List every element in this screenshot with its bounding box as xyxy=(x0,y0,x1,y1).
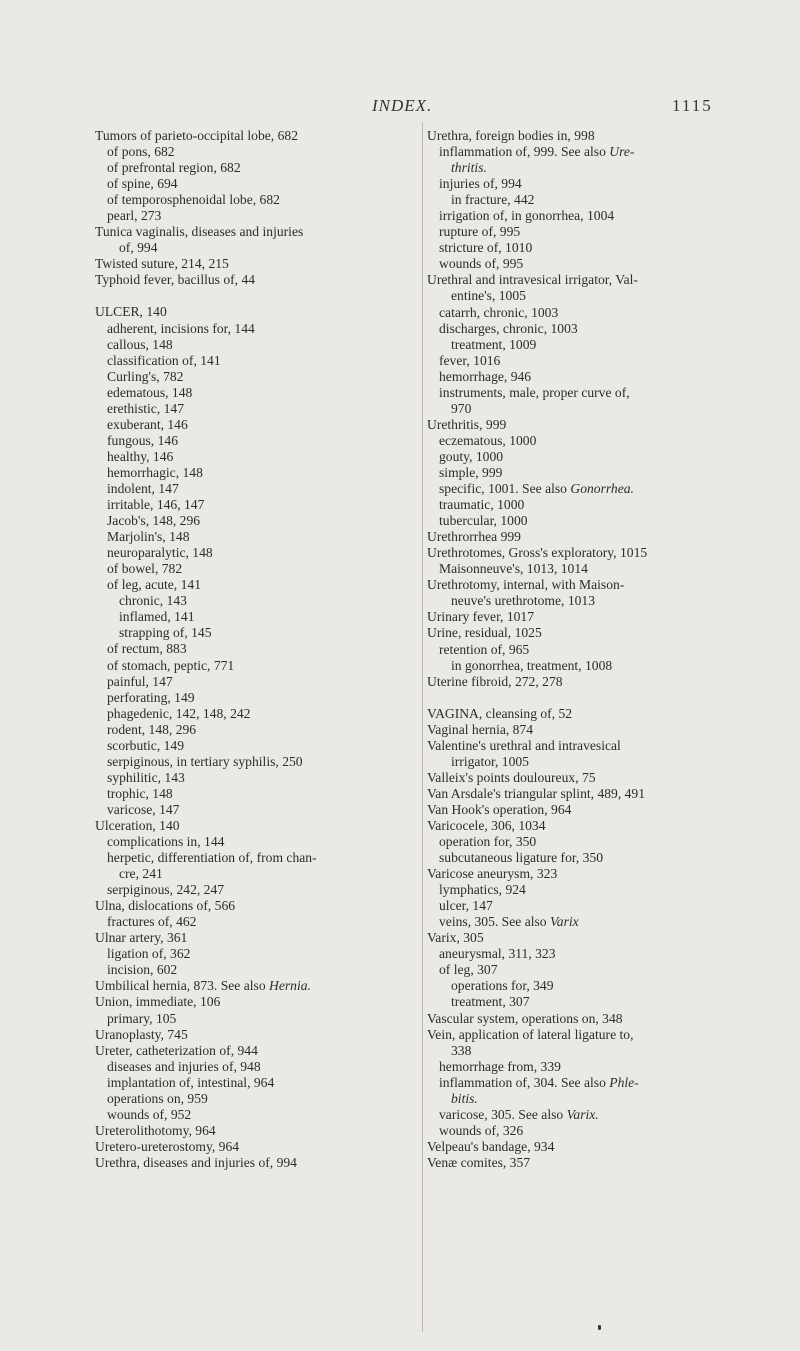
index-subentry: implantation of, intestinal, 964 xyxy=(107,1074,275,1090)
index-subentry: veins, 305. See also Varix xyxy=(439,914,579,930)
index-subentry: of bowel, 782 xyxy=(107,561,183,577)
index-subentry: entine's, 1005 xyxy=(451,288,526,304)
index-entry: Ureterolithotomy, 964 xyxy=(95,1122,216,1138)
index-subentry: varicose, 147 xyxy=(107,801,180,817)
index-subentry: edematous, 148 xyxy=(107,384,193,400)
index-entry: Urethra, foreign bodies in, 998 xyxy=(427,128,595,143)
index-subentry: specific, 1001. See also Gonorrhea. xyxy=(439,481,634,497)
index-subentry: hemorrhage from, 339 xyxy=(439,1058,561,1074)
index-subentry: wounds of, 326 xyxy=(439,1122,524,1138)
index-subentry: gouty, 1000 xyxy=(439,448,504,464)
index-entry: Urine, residual, 1025 xyxy=(427,625,542,641)
index-subentry: primary, 105 xyxy=(107,1010,177,1026)
index-entry: Varicose aneurysm, 323 xyxy=(427,866,558,882)
index-subentry: Maisonneuve's, 1013, 1014 xyxy=(439,561,588,577)
index-subentry: fever, 1016 xyxy=(439,352,501,368)
index-subentry: painful, 147 xyxy=(107,673,173,689)
index-subentry: irrigation of, in gonorrhea, 1004 xyxy=(439,208,615,224)
index-subentry: 970 xyxy=(451,400,472,416)
index-entry: Ulceration, 140 xyxy=(95,817,180,833)
index-subentry: scorbutic, 149 xyxy=(107,737,185,753)
index-subentry: rupture of, 995 xyxy=(439,224,521,240)
index-entry: Velpeau's bandage, 934 xyxy=(427,1138,555,1154)
index-subentry: operations on, 959 xyxy=(107,1090,208,1106)
page-mark xyxy=(598,1325,601,1330)
index-subentry: serpiginous, in tertiary syphilis, 250 xyxy=(107,753,303,769)
index-subentry: lymphatics, 924 xyxy=(439,882,526,898)
index-subentry: exuberant, 146 xyxy=(107,416,188,432)
index-subentry: hemorrhage, 946 xyxy=(439,368,532,384)
index-entry: Ureter, catheterization of, 944 xyxy=(95,1042,258,1058)
index-entry: Union, immediate, 106 xyxy=(95,994,221,1010)
index-entry: Tunica vaginalis, diseases and injuries xyxy=(95,224,304,240)
index-subentry: rodent, 148, 296 xyxy=(107,721,197,737)
index-entry: Urethrorrhea 999 xyxy=(427,529,521,545)
index-entry: Urethritis, 999 xyxy=(427,416,507,432)
index-entry: Ulna, dislocations of, 566 xyxy=(95,898,236,914)
index-subentry: in fracture, 442 xyxy=(451,192,535,208)
index-subentry: adherent, incisions for, 144 xyxy=(107,320,255,336)
index-subentry: operation for, 350 xyxy=(439,834,537,850)
index-entry: Urethral and intravesical irrigator, Val- xyxy=(427,272,638,288)
page-header xyxy=(0,96,800,122)
index-subentry: tubercular, 1000 xyxy=(439,513,528,529)
section-gap xyxy=(95,288,423,304)
index-subentry: discharges, chronic, 1003 xyxy=(439,320,578,336)
index-subentry: pearl, 273 xyxy=(107,208,162,224)
index-subentry: syphilitic, 143 xyxy=(107,769,185,785)
index-subentry: of spine, 694 xyxy=(107,176,178,192)
index-subentry: stricture of, 1010 xyxy=(439,240,533,256)
index-subentry: instruments, male, proper curve of, xyxy=(439,384,630,400)
index-subentry: inflammation of, 304. See also Phle- xyxy=(439,1074,639,1090)
index-subentry: Curling's, 782 xyxy=(107,368,184,384)
index-subentry: Marjolin's, 148 xyxy=(107,529,190,545)
index-subentry: healthy, 146 xyxy=(107,448,174,464)
index-column-left xyxy=(95,128,423,1171)
index-subentry: operations for, 349 xyxy=(451,978,554,994)
index-subentry: of stomach, peptic, 771 xyxy=(107,657,235,673)
index-entry: Van Hook's operation, 964 xyxy=(427,801,572,817)
index-subentry: injuries of, 994 xyxy=(439,176,522,192)
index-column-right xyxy=(427,128,755,1171)
column-divider xyxy=(422,122,423,1332)
index-entry: Varix, 305 xyxy=(427,930,484,946)
index-subentry: retention of, 965 xyxy=(439,641,530,657)
index-entry: Ulnar artery, 361 xyxy=(95,930,188,946)
index-entry: Twisted suture, 214, 215 xyxy=(95,256,229,272)
index-subentry: in gonorrhea, treatment, 1008 xyxy=(451,657,613,673)
index-subentry: herpetic, differentiation of, from chan- xyxy=(107,850,317,866)
index-subentry: irrigator, 1005 xyxy=(451,753,529,769)
index-subentry: erethistic, 147 xyxy=(107,400,185,416)
index-subentry: bitis. xyxy=(451,1090,478,1106)
index-entry: Vascular system, operations on, 348 xyxy=(427,1010,623,1026)
index-subentry: 338 xyxy=(451,1042,472,1058)
index-subentry: irritable, 146, 147 xyxy=(107,497,205,513)
index-subentry: diseases and injuries of, 948 xyxy=(107,1058,261,1074)
index-subentry: of leg, acute, 141 xyxy=(107,577,201,593)
index-subentry: strapping of, 145 xyxy=(119,625,212,641)
index-entry: Typhoid fever, bacillus of, 44 xyxy=(95,272,256,288)
index-subentry: fungous, 146 xyxy=(107,432,178,448)
index-subentry: Jacob's, 148, 296 xyxy=(107,513,201,529)
index-subentry: cre, 241 xyxy=(119,866,163,882)
index-subentry: of rectum, 883 xyxy=(107,641,187,657)
index-entry: Urethrotomes, Gross's exploratory, 1015 xyxy=(427,545,648,561)
index-subentry: treatment, 307 xyxy=(451,994,530,1010)
index-entry: Umbilical hernia, 873. See also Hernia. xyxy=(95,978,311,994)
index-subentry: ligation of, 362 xyxy=(107,946,191,962)
index-subentry: of prefrontal region, 682 xyxy=(107,160,241,176)
index-subentry: of pons, 682 xyxy=(107,144,175,160)
index-entry: Urethra, diseases and injuries of, 994 xyxy=(95,1154,297,1170)
index-subentry: neuroparalytic, 148 xyxy=(107,545,213,561)
index-subentry: inflamed, 141 xyxy=(119,609,195,625)
index-subentry: incision, 602 xyxy=(107,962,178,978)
section-gap xyxy=(427,690,755,706)
index-subentry: fractures of, 462 xyxy=(107,914,197,930)
index-subentry: wounds of, 952 xyxy=(107,1106,192,1122)
index-subentry: classification of, 141 xyxy=(107,352,221,368)
index-subentry: neuve's urethrotome, 1013 xyxy=(451,593,596,609)
index-entry: Valentine's urethral and intravesical xyxy=(427,737,621,753)
index-subentry: hemorrhagic, 148 xyxy=(107,464,203,480)
index-entry: Uranoplasty, 745 xyxy=(95,1026,188,1042)
index-subentry: chronic, 143 xyxy=(119,593,187,609)
page-number: 1115 xyxy=(672,96,713,115)
index-subentry: traumatic, 1000 xyxy=(439,497,525,513)
index-subentry: indolent, 147 xyxy=(107,480,179,496)
index-subentry: of temporosphenoidal lobe, 682 xyxy=(107,192,280,208)
index-entry: ULCER, 140 xyxy=(95,304,167,320)
index-subentry: perforating, 149 xyxy=(107,689,195,705)
index-subentry: subcutaneous ligature for, 350 xyxy=(439,850,604,866)
index-entry: Venæ comites, 357 xyxy=(427,1154,531,1170)
index-entry: Uterine fibroid, 272, 278 xyxy=(427,673,563,689)
index-subentry: thritis. xyxy=(451,160,487,176)
index-subentry: of, 994 xyxy=(119,240,158,256)
index-subentry: wounds of, 995 xyxy=(439,256,524,272)
index-entry: Tumors of parieto-occipital lobe, 682 xyxy=(95,128,298,143)
index-entry: Urinary fever, 1017 xyxy=(427,609,535,625)
index-entry: Vein, application of lateral ligature to, xyxy=(427,1026,634,1042)
index-subentry: callous, 148 xyxy=(107,336,173,352)
index-entry: Urethrotomy, internal, with Maison- xyxy=(427,577,625,593)
index-entry: VAGINA, cleansing of, 52 xyxy=(427,705,573,721)
index-subentry: ulcer, 147 xyxy=(439,898,493,914)
index-subentry: trophic, 148 xyxy=(107,785,173,801)
index-subentry: eczematous, 1000 xyxy=(439,432,537,448)
index-subentry: catarrh, chronic, 1003 xyxy=(439,304,559,320)
index-entry: Uretero-ureterostomy, 964 xyxy=(95,1138,240,1154)
index-subentry: simple, 999 xyxy=(439,464,503,480)
index-subentry: treatment, 1009 xyxy=(451,336,537,352)
index-entry: Valleix's points douloureux, 75 xyxy=(427,769,596,785)
running-title: INDEX. xyxy=(372,96,433,115)
index-subentry: phagedenic, 142, 148, 242 xyxy=(107,705,251,721)
index-subentry: of leg, 307 xyxy=(439,962,498,978)
index-subentry: varicose, 305. See also Varix. xyxy=(439,1106,599,1122)
index-entry: Vaginal hernia, 874 xyxy=(427,721,534,737)
index-entry: Varicocele, 306, 1034 xyxy=(427,817,546,833)
index-subentry: aneurysmal, 311, 323 xyxy=(439,946,556,962)
index-entry: Van Arsdale's triangular splint, 489, 491 xyxy=(427,785,646,801)
index-subentry: inflammation of, 999. See also Ure- xyxy=(439,144,635,160)
index-subentry: complications in, 144 xyxy=(107,834,225,850)
index-subentry: serpiginous, 242, 247 xyxy=(107,882,225,898)
